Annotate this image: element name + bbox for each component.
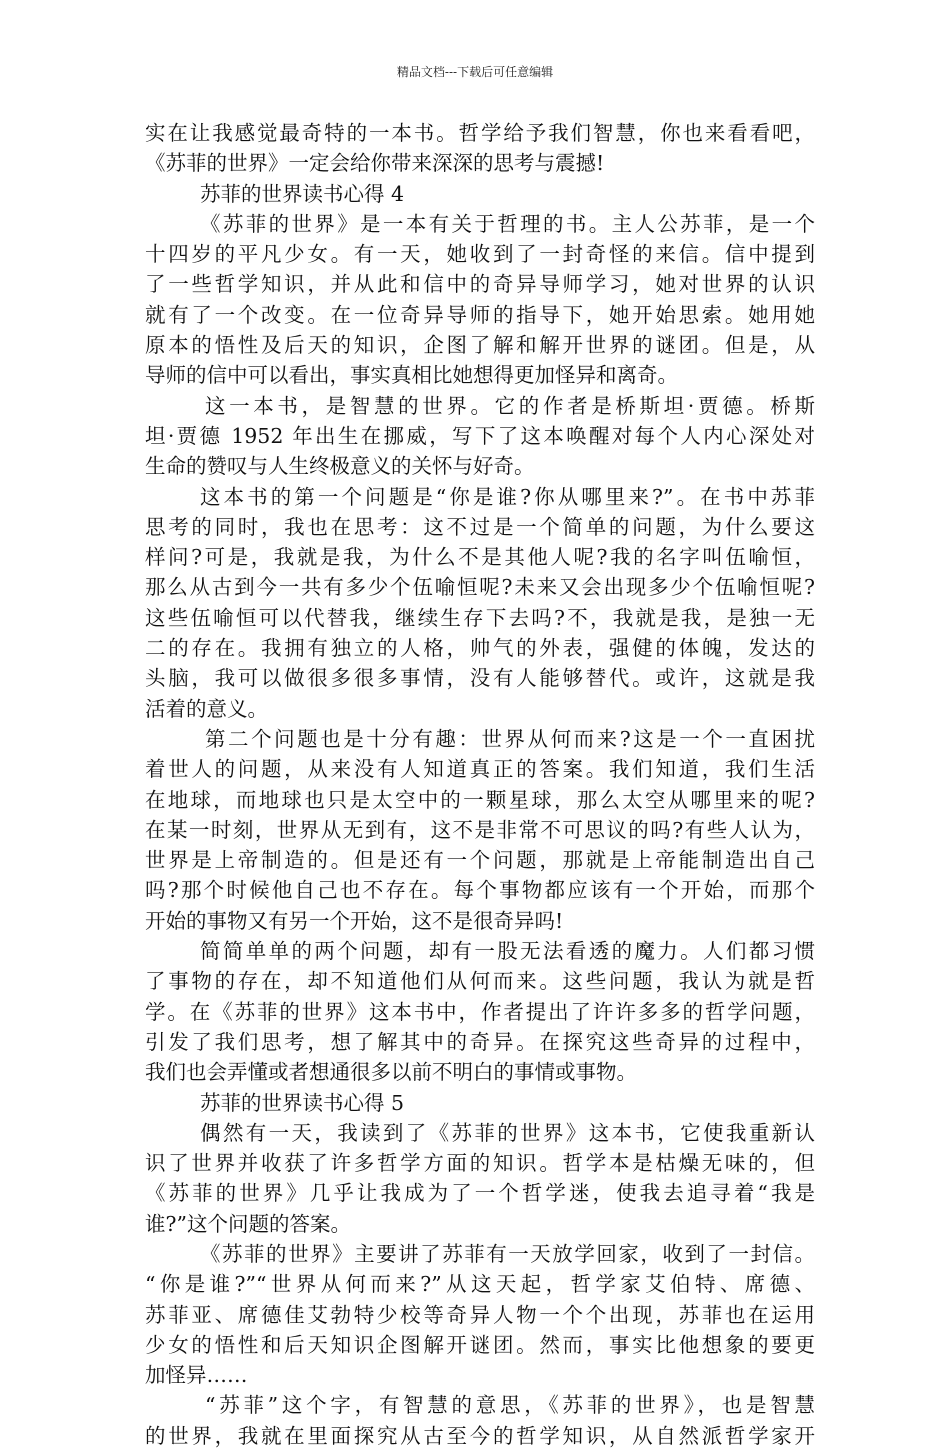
text-line: 活着的意义。: [145, 696, 268, 721]
text-line: 我们也会弄懂或者想通很多以前不明白的事情或事物。: [145, 1060, 637, 1085]
text-line: 那么从古到今一共有多少个伍喻恒呢?未来又会出现多少个伍喻恒呢?: [145, 575, 815, 600]
text-line: 苏菲的世界读书心得 4: [200, 181, 405, 206]
text-line: 加怪异……: [145, 1363, 248, 1388]
text-line: 这些伍喻恒可以代替我，继续生存下去吗?不，我就是我，是独一无: [145, 605, 815, 630]
text-line: 头脑，我可以做很多很多事情，没有人能够替代。或许，这就是我: [145, 666, 815, 691]
text-line: 《苏菲的世界》一定会给你带来深深的思考与震撼!: [145, 151, 605, 176]
text-line: 引发了我们思考，想了解其中的奇异。在探究这些奇异的过程中，: [145, 1029, 815, 1054]
text-line: 少女的悟性和后天知识企图解开谜团。然而，事实比他想象的要更: [145, 1332, 815, 1357]
text-line: 思考的同时，我也在思考：这不过是一个简单的问题，为什么要这: [145, 514, 815, 539]
text-line: 《苏菲的世界》主要讲了苏菲有一天放学回家，收到了一封信。: [200, 1241, 815, 1266]
text-line: 的世界，我就在里面探究从古至今的哲学知识，从自然派哲学家开: [145, 1423, 815, 1448]
text-line: “苏菲”这个字，有智慧的意思，《苏菲的世界》，也是智慧: [205, 1393, 815, 1418]
text-line: 在地球，而地球也只是太空中的一颗星球，那么太空从哪里来的呢?: [145, 787, 815, 812]
text-line: 这本书的第一个问题是“你是谁?你从哪里来?”。在书中苏菲: [200, 484, 815, 509]
text-line: 简简单单的两个问题，却有一股无法看透的魔力。人们都习惯: [200, 939, 815, 964]
text-line: 原本的悟性及后天的知识，企图了解和解开世界的谜团。但是，从: [145, 333, 815, 358]
text-line: 在某一时刻，世界从无到有，这不是非常不可思议的吗?有些人认为，: [145, 817, 815, 842]
text-line: 世界是上帝制造的。但是还有一个问题，那就是上帝能制造出自己: [145, 848, 815, 873]
document-body: [145, 118, 815, 1451]
text-line: 学。在《苏菲的世界》这本书中，作者提出了许许多多的哲学问题，: [145, 999, 815, 1024]
text-line: 开始的事物又有另一个开始，这不是很奇异吗!: [145, 908, 564, 933]
text-line: 导师的信中可以看出，事实真相比她想得更加怪异和离奇。: [145, 363, 678, 388]
text-line: 了一些哲学知识，并从此和信中的奇异导师学习，她对世界的认识: [145, 272, 815, 297]
text-line: 生命的赞叹与人生终极意义的关怀与好奇。: [145, 454, 535, 479]
text-line: 实在让我感觉最奇特的一本书。哲学给予我们智慧，你也来看看吧，: [145, 121, 815, 145]
text-line: 苏菲的世界读书心得 5: [200, 1090, 405, 1115]
text-line: 就有了一个改变。在一位奇异导师的指导下，她开始思索。她用她: [145, 302, 815, 327]
text-line: 坦·贾德 1952 年出生在挪威，写下了这本唤醒对每个人内心深处对: [145, 423, 815, 448]
text-line: 样问?可是，我就是我，为什么不是其他人呢?我的名字叫伍喻恒，: [145, 545, 815, 570]
text-line: 第二个问题也是十分有趣：世界从何而来?这是一个一直困扰: [205, 726, 815, 751]
text-line: 了事物的存在，却不知道他们从何而来。这些问题，我认为就是哲: [145, 969, 815, 994]
text-line: 二的存在。我拥有独立的人格，帅气的外表，强健的体魄，发达的: [145, 636, 815, 661]
text-line: “你是谁?”“世界从何而来?”从这天起，哲学家艾伯特、席德、: [145, 1272, 815, 1297]
text-line: 识了世界并收获了许多哲学方面的知识。哲学本是枯燥无味的，但: [145, 1151, 815, 1176]
page-header: 精品文档---下载后可任意编辑: [396, 65, 554, 79]
text-line: 苏菲亚、席德佳艾勃特少校等奇异人物一个个出现，苏菲也在运用: [145, 1302, 815, 1327]
text-line: 着世人的问题，从来没有人知道真正的答案。我们知道，我们生活: [145, 757, 815, 782]
text-line: 《苏菲的世界》是一本有关于哲理的书。主人公苏菲，是一个: [200, 211, 815, 236]
text-line: 偶然有一天，我读到了《苏菲的世界》这本书，它使我重新认: [200, 1120, 815, 1145]
text-line: 这一本书，是智慧的世界。它的作者是桥斯坦·贾德。桥斯: [205, 393, 815, 418]
text-line: 谁?”这个问题的答案。: [145, 1211, 351, 1236]
text-line: 《苏菲的世界》几乎让我成为了一个哲学迷，使我去追寻着“我是: [145, 1181, 815, 1206]
text-line: 吗?那个时候他自己也不存在。每个事物都应该有一个开始，而那个: [145, 878, 815, 903]
text-line: 十四岁的平凡少女。有一天，她收到了一封奇怪的来信。信中提到: [145, 242, 815, 267]
